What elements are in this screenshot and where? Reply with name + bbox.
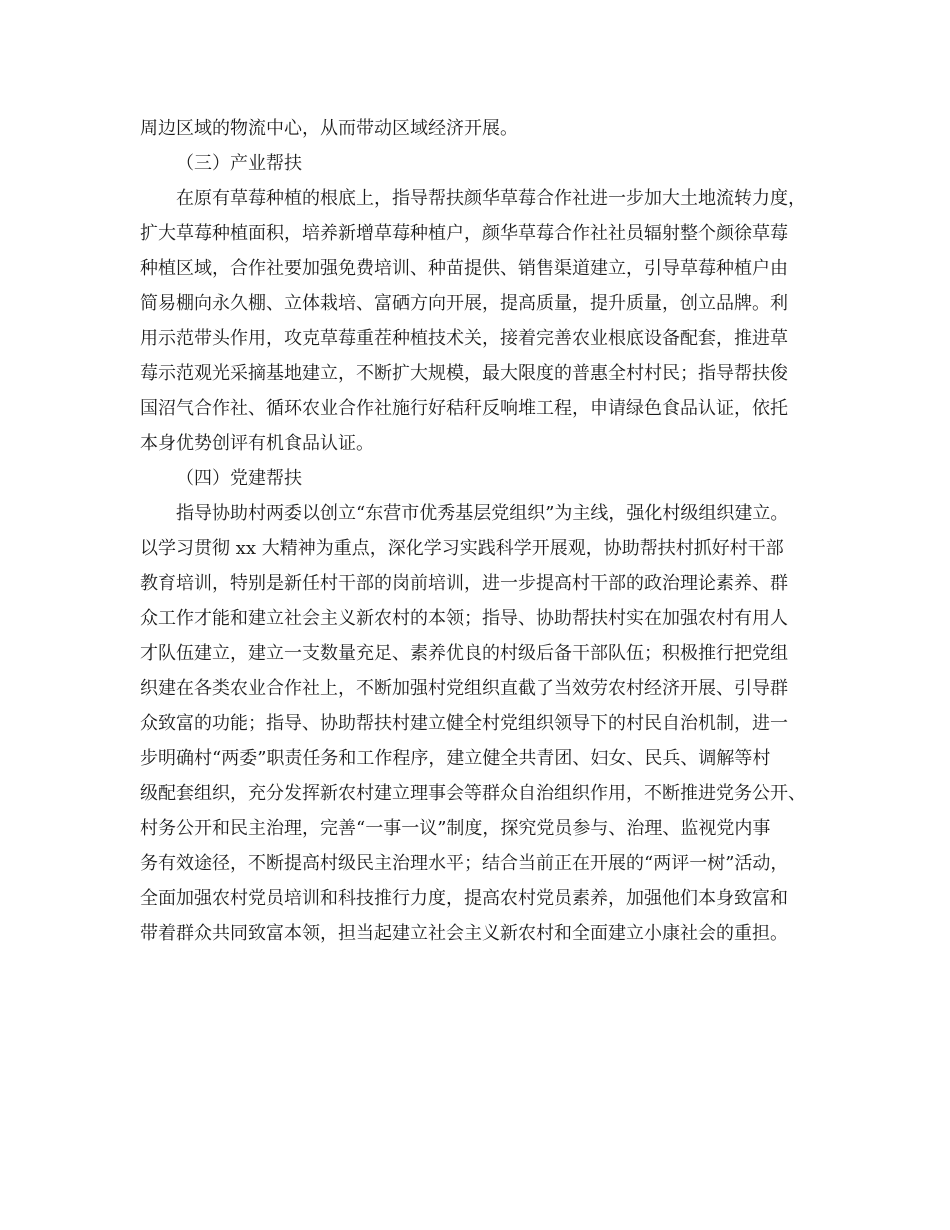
paragraph-line: 本身优势创评有机食品认证。 bbox=[140, 433, 374, 454]
paragraph-line: 级配套组织，充分发挥新农村建立理事会等群众自治组织作用，不断推进党务公开、 bbox=[140, 783, 806, 804]
paragraph-line: 莓示范观光采摘基地建立，不断扩大规模，最大限度的普惠全村村民；指导帮扶俊 bbox=[140, 363, 788, 384]
section-heading-industry: （三）产业帮扶 bbox=[176, 153, 302, 174]
paragraph-line: 众工作才能和建立社会主义新农村的本领；指导、协助帮扶村实在加强农村有用人 bbox=[140, 608, 788, 629]
paragraph-line: 以学习贯彻 xx 大精神为重点，深化学习实践科学开展观，协助帮扶村抓好村干部 bbox=[140, 538, 784, 559]
paragraph-line: 用示范带头作用，攻克草莓重茬种植技术关，接着完善农业根底设备配套，推进草 bbox=[140, 328, 788, 349]
paragraph-line: 务有效途径，不断提高村级民主治理水平；结合当前正在开展的“两评一树”活动， bbox=[140, 853, 789, 874]
paragraph-line: 周边区域的物流中心，从而带动区域经济开展。 bbox=[140, 118, 518, 139]
paragraph-line: 全面加强农村党员培训和科技推行力度，提高农村党员素养，加强他们本身致富和 bbox=[140, 888, 788, 909]
paragraph-line: 简易棚向永久棚、立体栽培、富硒方向开展，提高质量，提升质量，创立品牌。利 bbox=[140, 293, 788, 314]
paragraph-line: 在原有草莓种植的根底上，指导帮扶颜华草莓合作社进一步加大土地流转力度， bbox=[176, 188, 806, 209]
paragraph-line: 指导协助村两委以创立“东营市优秀基层党组织”为主线，强化村级组织建立。 bbox=[176, 503, 789, 524]
paragraph-line: 织建在各类农业合作社上，不断加强村党组织直截了当效劳农村经济开展、引导群 bbox=[140, 678, 788, 699]
paragraph-line: 带着群众共同致富本领，担当起建立社会主义新农村和全面建立小康社会的重担。 bbox=[140, 923, 788, 944]
paragraph-line: 步明确村“两委”职责任务和工作程序，建立健全共青团、妇女、民兵、调解等村 bbox=[140, 748, 771, 769]
paragraph-line: 种植区域，合作社要加强免费培训、种苗提供、销售渠道建立，引导草莓种植户由 bbox=[140, 258, 788, 279]
section-heading-party: （四）党建帮扶 bbox=[176, 468, 302, 489]
paragraph-line: 才队伍建立，建立一支数量充足、素养优良的村级后备干部队伍；积极推行把党组 bbox=[140, 643, 788, 664]
paragraph-line: 众致富的功能；指导、协助帮扶村建立健全村党组织领导下的村民自治机制，进一 bbox=[140, 713, 788, 734]
paragraph-line: 村务公开和民主治理，完善“一事一议”制度，探究党员参与、治理、监视党内事 bbox=[140, 818, 771, 839]
paragraph-line: 国沼气合作社、循环农业合作社施行好秸秆反响堆工程，申请绿色食品认证，依托 bbox=[140, 398, 788, 419]
paragraph-line: 扩大草莓种植面积，培养新增草莓种植户，颜华草莓合作社社员辐射整个颜徐草莓 bbox=[140, 223, 788, 244]
paragraph-line: 教育培训，特别是新任村干部的岗前培训，进一步提高村干部的政治理论素养、群 bbox=[140, 573, 788, 594]
